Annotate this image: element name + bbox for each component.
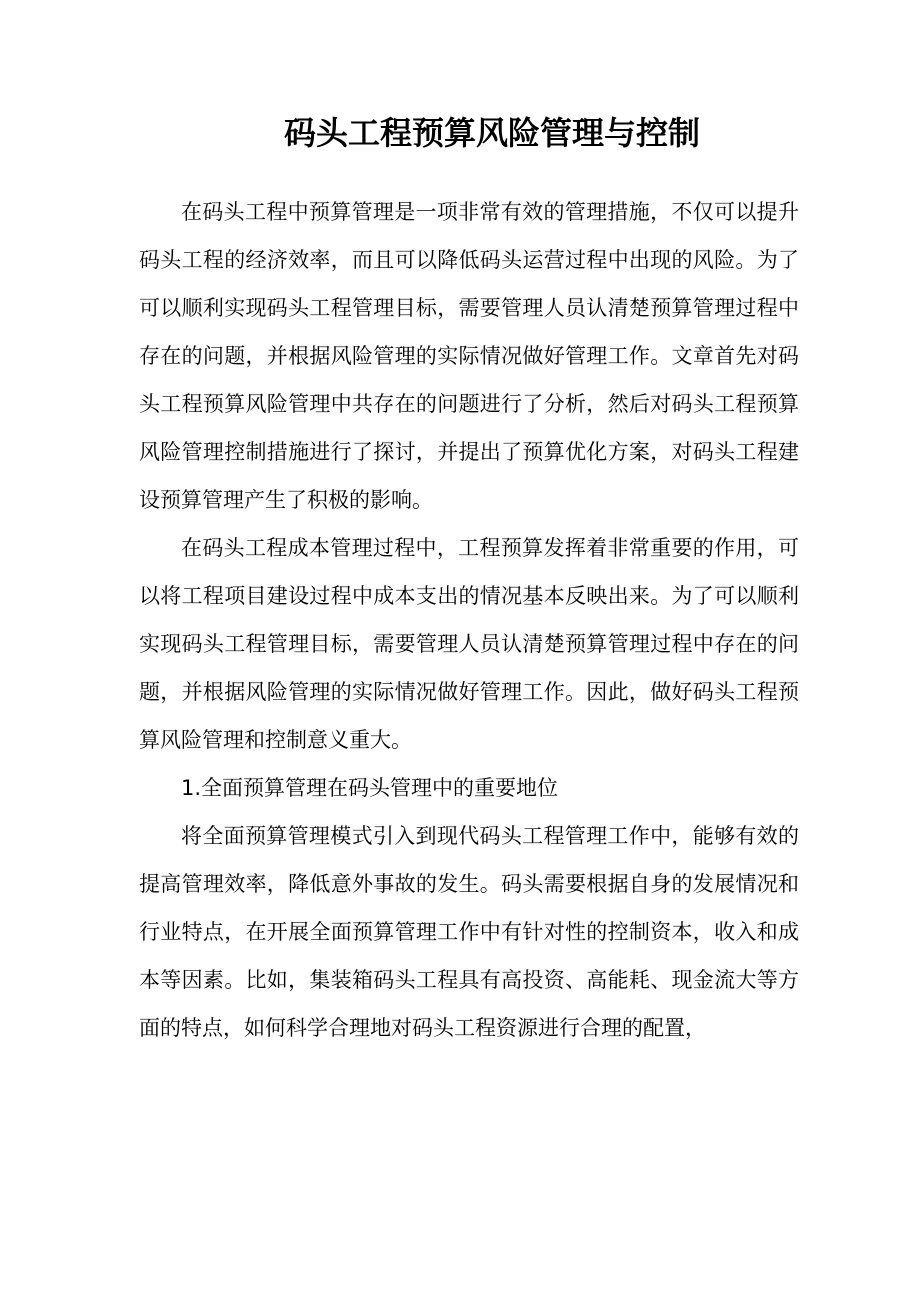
intro-paragraph: 在码头工程成本管理过程中，工程预算发挥着非常重要的作用，可以将工程项目建设过程中成本支出的情况基本反映出来。为了可以顺利实现码头工程管理目标，需要管理人员认清楚预算管理过程中存在的问题，并根据风险管理的实际情况做好管理工作。因此，做好码头工程预算风险管理和控制意义重大。 bbox=[139, 536, 799, 752]
document-title: 码头工程预算风险管理与控制 bbox=[283, 114, 700, 152]
abstract-paragraph: 在码头工程中预算管理是一项非常有效的管理措施，不仅可以提升码头工程的经济效率，而且可以降低码头运营过程中出现的风险。为了可以顺利实现码头工程管理目标，需要管理人员认清楚预算管理过程中存在的问题，并根据风险管理的实际情况做好管理工作。文章首先对码头工程预算风险管理中共存在的问题进行了分析，然后对码头工程预算风险管理控制措施进行了探讨，并提出了预算优化方案，对码头工程建设预算管理产生了积极的影响。 bbox=[139, 200, 799, 512]
document-body bbox=[139, 188, 799, 1052]
section-heading: 1.全面预算管理在码头管理中的重要地位 bbox=[181, 776, 559, 800]
section-paragraph: 将全面预算管理模式引入到现代码头工程管理工作中，能够有效的提高管理效率，降低意外事故的发生。码头需要根据自身的发展情况和行业特点，在开展全面预算管理工作中有针对性的控制资本，收入和成本等因素。比如，集装箱码头工程具有高投资、高能耗、现金流大等方面的特点，如何科学合理地对码头工程资源进行合理的配置， bbox=[139, 824, 799, 1040]
